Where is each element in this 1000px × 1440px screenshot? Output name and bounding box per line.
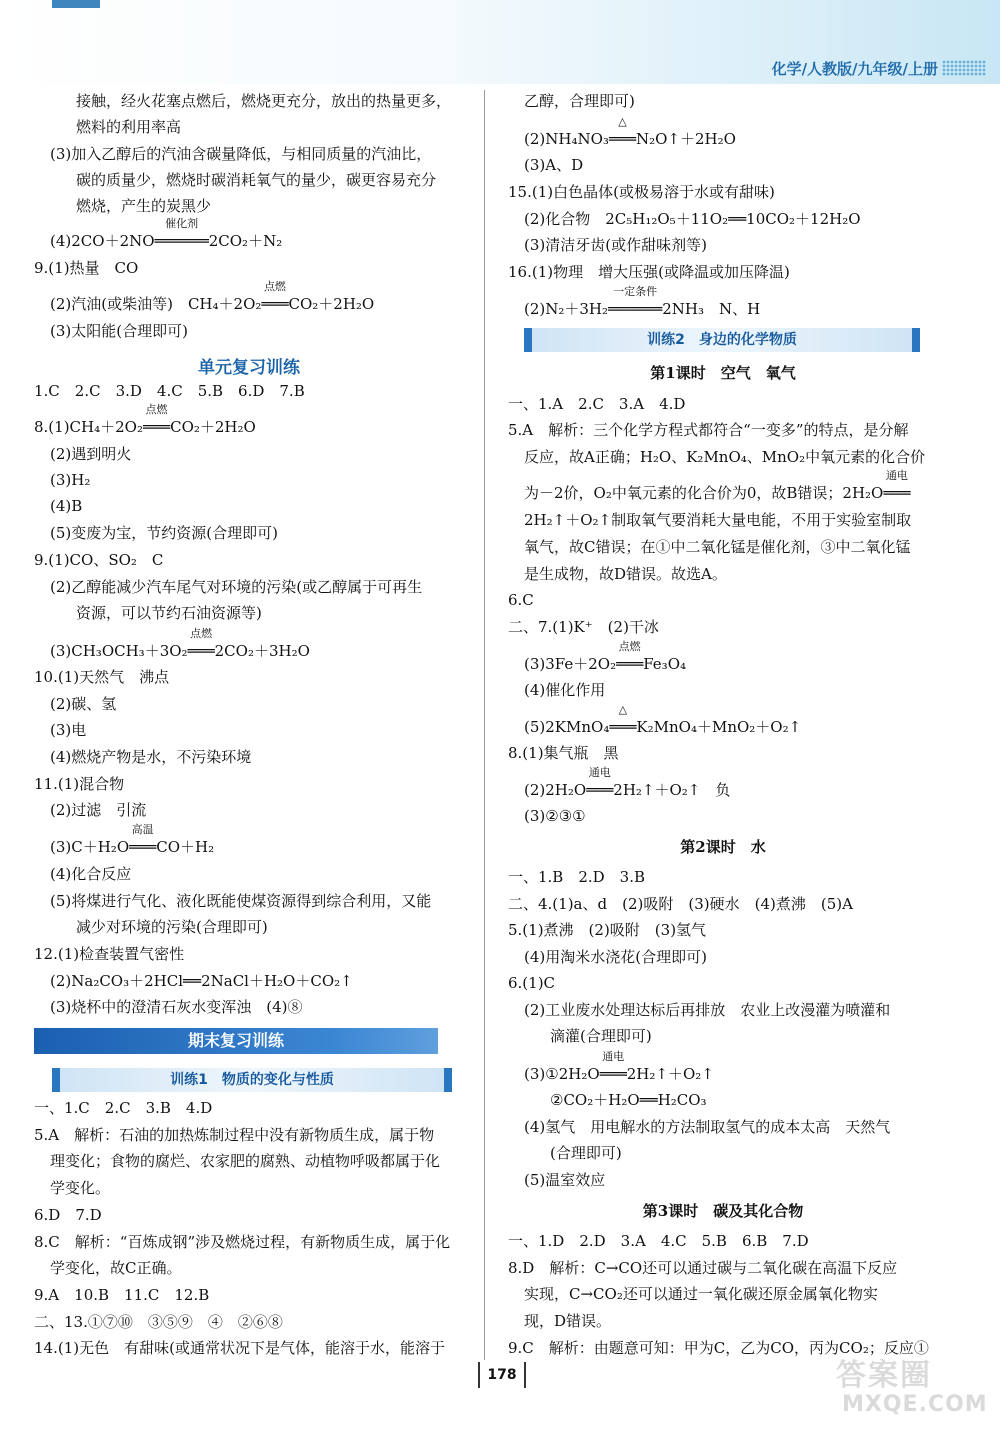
equation-line [524, 703, 802, 738]
condition-label: 点燃 [263, 280, 286, 293]
text-line: 氧气，故C错误；在①中二氧化锰是催化剂，③中二氧化锰 [524, 538, 911, 556]
equation-line [524, 766, 731, 801]
condition-label: 点燃 [618, 640, 641, 653]
text-line: 现，D错误。 [524, 1312, 612, 1330]
text-line: 一、1.B 2.D 3.B [508, 868, 646, 886]
text-line: 16.(1)物理 增大压强(或降温或加压降温) [508, 263, 790, 281]
text-line: 理变化；食物的腐烂、农家肥的腐熟、动植物呼吸都属于化 [50, 1152, 441, 1170]
condition-label: 通电 [885, 469, 908, 482]
reaction-arrow: △ ═══ [609, 703, 637, 736]
lesson-heading: 第1课时 空气 氧气 [650, 364, 796, 382]
equation-left: (2)NH₄NO₃ [524, 130, 609, 148]
equation-left: (3)①2H₂O [524, 1065, 600, 1083]
text-line: 14.(1)无色 有甜味(或通常状况下是气体，能溶于水，能溶于 [34, 1339, 445, 1357]
text-line: (3)加入乙醇后的汽油含碳量降低，与相同质量的汽油比， [50, 145, 432, 163]
header-accent [52, 0, 100, 8]
equation-left: (3)C＋H₂O [50, 838, 130, 856]
text-line: 二、4.(1)a、d (2)吸附 (3)硬水 (4)煮沸 (5)A [508, 895, 853, 913]
equation-left: (4)2CO＋2NO [50, 232, 155, 250]
text-line: 二、7.(1)K⁺ (2)干冰 [508, 618, 659, 636]
text-line: 9.(1)CO、SO₂ C [34, 551, 164, 569]
watermark-url: MXQE.COM [842, 1392, 988, 1417]
text-line: 6.(1)C [508, 974, 556, 992]
equation-line [524, 115, 736, 150]
text-line: (4)氢气 用电解水的方法制取氢气的成本太高 天然气 [524, 1118, 891, 1136]
text-line: 12.(1)检查装置气密性 [34, 945, 185, 963]
equation-line [34, 403, 256, 438]
condition-label: 通电 [588, 766, 611, 779]
text-line: 8.D 解析：C→CO还可以通过碳与二氧化碳在高温下反应 [508, 1259, 898, 1277]
equation-right: Fe₃O₄ [643, 655, 687, 673]
text-line: 一、1.C 2.C 3.B 4.D [34, 1099, 213, 1117]
section-banner: 期末复习训练 [34, 1028, 438, 1054]
equation-line [50, 280, 375, 315]
text-line: ②CO₂＋H₂O══H₂CO₃ [550, 1091, 707, 1109]
text-line: 是生成物，故D错误。故选A。 [524, 565, 727, 583]
page-number: 178 [478, 1362, 526, 1388]
text-line: (2)化合物 2C₅H₁₂O₅＋11O₂══10CO₂＋12H₂O [524, 210, 861, 228]
text-line: (3)②③① [524, 807, 586, 825]
text-line: 1.C 2.C 3.D 4.C 5.B 6.D 7.B [34, 382, 305, 400]
equation-left: (3)CH₃OCH₃＋3O₂ [50, 642, 188, 660]
header-title: 化学/人教版/九年级/上册 [771, 60, 938, 78]
text-line: 6.D 7.D [34, 1206, 102, 1224]
text-line: 一、1.D 2.D 3.A 4.C 5.B 6.B 7.D [508, 1232, 809, 1250]
condition-label: 催化剂 [165, 217, 199, 230]
equation-line [524, 1050, 714, 1085]
text-line: (2)碳、氢 [50, 695, 117, 713]
subsection-banner: 训练1 物质的变化与性质 [52, 1068, 452, 1092]
section-heading: 单元复习训练 [198, 358, 300, 378]
equation-left: 8.(1)CH₄＋2O₂ [34, 418, 143, 436]
equation-right: 2CO₂＋3H₂O [214, 642, 310, 660]
text-line: (4)化合反应 [50, 865, 132, 883]
text-line: 9.C 解析：由题意可知：甲为C，乙为CO，丙为CO₂；反应① [508, 1339, 929, 1357]
text-line: 实现，C→CO₂还可以通过一氧化碳还原金属氧化物实 [524, 1285, 878, 1303]
reaction-arrow: 点燃 ═══ [187, 627, 215, 660]
equation-left: (2)N₂＋3H₂ [524, 300, 609, 318]
text-line: (4)燃烧产物是水，不污染环境 [50, 748, 252, 766]
condition-label: △ [618, 115, 627, 128]
reaction-arrow: 点燃 ═══ [261, 280, 289, 313]
reaction-arrow: 通电 ═══ [883, 469, 911, 502]
reaction-arrow: 通电 ═══ [586, 766, 614, 799]
text-line: 11.(1)混合物 [34, 775, 125, 793]
condition-label: 高温 [131, 823, 154, 836]
text-line: (3)烧杯中的澄清石灰水变浑浊 (4)⑧ [50, 998, 303, 1016]
equation-line [50, 217, 283, 252]
text-line: (3)清洁牙齿(或作甜味剂等) [524, 236, 707, 254]
column-divider [484, 90, 485, 1360]
text-line: 10.(1)天然气 沸点 [34, 668, 170, 686]
text-line: 8.C 解析：“百炼成钢”涉及燃烧过程，有新物质生成，属于化 [34, 1233, 451, 1251]
text-line: 燃烧，产生的炭黑少 [76, 197, 212, 215]
reaction-arrow: 点燃 ═══ [616, 640, 644, 673]
text-line: (5)温室效应 [524, 1171, 606, 1189]
subsection-banner: 训练2 身边的化学物质 [524, 328, 920, 352]
text-line: (4)用淘米水浇花(合理即可) [524, 948, 707, 966]
text-line: 9.(1)热量 CO [34, 259, 139, 277]
text-line: 燃料的利用率高 [76, 118, 182, 136]
equation-right: CO＋H₂ [156, 838, 215, 856]
condition-label: 点燃 [190, 627, 213, 640]
equation-right: 2H₂↑＋O₂↑ 负 [613, 781, 731, 799]
text-line: 一、1.A 2.C 3.A 4.D [508, 395, 686, 413]
text-line: 二、13.①⑦⑩ ③⑤⑨ ④ ②⑥⑧ [34, 1313, 283, 1331]
text-line: 乙醇，合理即可) [524, 92, 635, 110]
reaction-arrow: 一定条件 ══════ [608, 285, 663, 318]
condition-label: 点燃 [145, 403, 168, 416]
text-line: (4)B [50, 497, 83, 515]
text-line: (2)过滤 引流 [50, 801, 147, 819]
reaction-arrow: 点燃 ═══ [143, 403, 171, 436]
equation-right: 2CO₂＋N₂ [208, 232, 283, 250]
text-line: (3)太阳能(合理即可) [50, 322, 188, 340]
equation-right: CO₂＋2H₂O [288, 295, 375, 313]
text-line: (2)工业废水处理达标后再排放 农业上改漫灌为喷灌和 [524, 1001, 891, 1019]
equation-right: 2NH₃ N、H [662, 300, 761, 318]
watermark-text: 答案圈 [836, 1358, 932, 1393]
text-line: (5)变废为宝，节约资源(合理即可) [50, 524, 278, 542]
equation-right: K₂MnO₄＋MnO₂＋O₂↑ [636, 718, 802, 736]
text-line: 学变化。 [50, 1179, 111, 1197]
text-line: (合理即可) [550, 1144, 622, 1162]
equation-line [524, 640, 687, 675]
text-line: 9.A 10.B 11.C 12.B [34, 1286, 210, 1304]
reaction-arrow: 高温 ═══ [129, 823, 157, 856]
text-line: 反应，故A正确；H₂O、K₂MnO₄、MnO₂中氧元素的化合价 [524, 448, 926, 466]
text-line: (5)将煤进行气化、液化既能使煤资源得到综合利用，又能 [50, 892, 432, 910]
reaction-arrow: 催化剂 ══════ [154, 217, 209, 250]
equation-left: 为－2价，O₂中氧元素的化合价为0，故B错误；2H₂O [524, 484, 884, 502]
lesson-heading: 第2课时 水 [680, 838, 766, 856]
text-line: (3)电 [50, 721, 87, 739]
equation-left: (2)汽油(或柴油等) CH₄＋2O₂ [50, 295, 262, 313]
text-line: 6.C [508, 591, 534, 609]
text-line: (3)H₂ [50, 471, 91, 489]
equation-line [50, 627, 310, 662]
equation-left: (3)3Fe＋2O₂ [524, 655, 617, 673]
reaction-arrow: △ ═══ [608, 115, 636, 148]
equation-line [50, 823, 215, 858]
text-line: 2H₂↑＋O₂↑制取氧气要消耗大量电能，不用于实验室制取 [524, 511, 912, 529]
text-line: (2)遇到明火 [50, 445, 132, 463]
equation-line [524, 285, 761, 320]
text-line: 5.A 解析：石油的加热炼制过程中没有新物质生成，属于物 [34, 1126, 435, 1144]
equation-left: (2)2H₂O [524, 781, 587, 799]
text-line: 接触，经火花塞点燃后，燃烧更充分，放出的热量更多， [76, 92, 452, 110]
text-line: 资源，可以节约石油资源等) [76, 604, 262, 622]
text-line: (4)催化作用 [524, 681, 606, 699]
text-line: 5.A 解析：三个化学方程式都符合“一变多”的特点，是分解 [508, 421, 909, 439]
lesson-heading: 第3课时 碳及其化合物 [642, 1202, 804, 1220]
watermark-logo [830, 1350, 990, 1430]
equation-right: 2H₂↑＋O₂↑ [626, 1065, 714, 1083]
text-line: 滴灌(合理即可) [550, 1027, 652, 1045]
text-line: 15.(1)白色晶体(或极易溶于水或有甜味) [508, 183, 775, 201]
equation-right: CO₂＋2H₂O [170, 418, 256, 436]
text-line: (2)乙醇能减少汽车尾气对环境的污染(或乙醇属于可再生 [50, 578, 423, 596]
text-line: 减少对环境的污染(合理即可) [76, 918, 268, 936]
equation-line [524, 469, 911, 504]
text-line: 8.(1)集气瓶 黑 [508, 744, 619, 762]
condition-label: △ [618, 703, 628, 716]
text-line: (3)A、D [524, 156, 584, 174]
text-line: 学变化，故C正确。 [50, 1259, 182, 1277]
reaction-arrow: 通电 ═══ [599, 1050, 627, 1083]
condition-label: 一定条件 [613, 285, 658, 298]
equation-left: (5)2KMnO₄ [524, 718, 610, 736]
condition-label: 通电 [602, 1050, 625, 1063]
text-line: 5.(1)煮沸 (2)吸附 (3)氢气 [508, 921, 707, 939]
text-line: 碳的质量少，燃烧时碳消耗氧气的量少，碳更容易充分 [76, 171, 437, 189]
text-line: (2)Na₂CO₃＋2HCl══2NaCl＋H₂O＋CO₂↑ [50, 972, 353, 990]
header-dot-pattern [942, 60, 986, 76]
equation-right: N₂O↑＋2H₂O [636, 130, 736, 148]
